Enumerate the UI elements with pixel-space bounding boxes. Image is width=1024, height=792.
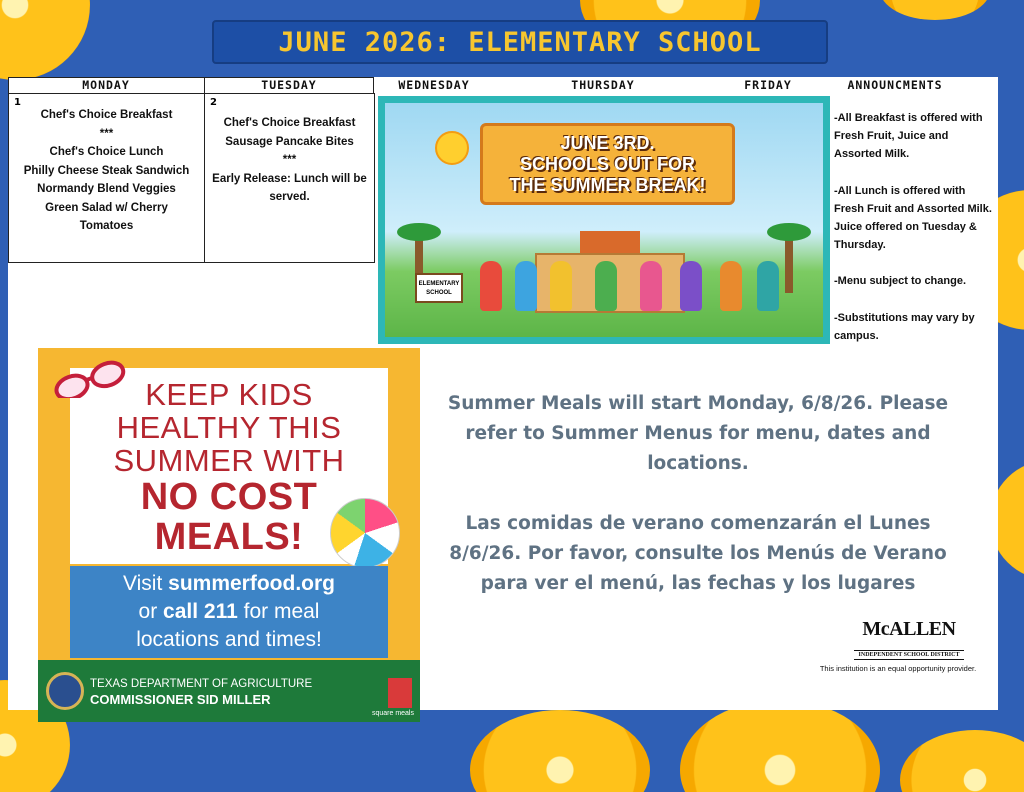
tda-seal-icon [46, 672, 84, 710]
announcement-item: -All Lunch is offered with Fresh Fruit and Assorted Milk. Juice offered on Tuesday & Thursday. [834, 184, 992, 252]
poster-line: SUMMER WITH [113, 443, 345, 478]
poster-line: HEALTHY THIS [116, 410, 342, 445]
poster-call-to-action [70, 566, 388, 658]
square-meals-label: square meals [371, 710, 414, 717]
summer-notice-english: Summer Meals will start Monday, 6/8/26. Please refer to Summer Menus for menu, dates and locations. [447, 393, 949, 474]
poster-emphasis: MEALS! [154, 516, 304, 558]
orange-slice-decoration [470, 710, 650, 792]
menu-line: Green Salad w/ Cherry [45, 201, 168, 214]
call-211-text: call 211 [163, 600, 238, 623]
kid-figure [595, 261, 617, 311]
equal-opportunity-statement: This institution is an equal opportunity provider. [819, 664, 977, 673]
announcement-item: -All Breakfast is offered with Fresh Fruit, Juice and Assorted Milk. [834, 112, 983, 161]
menu-sheet [8, 77, 998, 717]
announcements-panel [834, 109, 994, 363]
header-announcements: ANNOUNCMENTS [847, 78, 943, 92]
menu-line: *** [99, 127, 114, 140]
poster-emphasis: NO COST [140, 476, 318, 518]
day-number: 1 [14, 97, 21, 108]
tuesday-menu [205, 114, 374, 207]
kid-figure [480, 261, 502, 311]
kid-figure [680, 261, 702, 311]
kid-figure [550, 261, 572, 311]
school-roof [580, 231, 640, 255]
kid-figure [640, 261, 662, 311]
menu-line: Tomatoes [79, 220, 134, 232]
menu-line: Chef's Choice Breakfast [40, 109, 173, 121]
announcement-item: -Menu subject to change. [834, 275, 967, 288]
summerfood-link[interactable]: summerfood.org [168, 572, 335, 595]
monday-menu [9, 106, 204, 236]
district-logo: McALLEN [862, 618, 956, 640]
header-wednesday: WEDNESDAY [398, 78, 470, 92]
header-friday: FRIDAY [744, 78, 792, 92]
palm-tree-icon [785, 233, 793, 293]
orange-slice-decoration [880, 0, 990, 20]
orange-slice-decoration [680, 700, 880, 792]
page-title: JUNE 2026: ELEMENTARY SCHOOL [278, 26, 762, 58]
page-title-banner [212, 20, 828, 64]
menu-line: Early Release: Lunch will be [212, 172, 367, 185]
kid-figure [720, 261, 742, 311]
cta-text: or [138, 600, 164, 623]
header-divider [8, 77, 374, 93]
summer-notice-spanish: Las comidas de verano comenzarán el Lunes 8/6/26. Por favor, consulte los Menús de Verano para ver el menú, las fechas y los lugares [449, 513, 947, 594]
summer-break-banner [480, 123, 735, 205]
announcement-item: -Substitutions may vary by campus. [834, 311, 975, 342]
menu-line: Chef's Choice Lunch [49, 146, 164, 158]
header-monday: MONDAY [82, 78, 130, 92]
banner-line: JUNE 3RD. [560, 132, 655, 153]
kid-figure [757, 261, 779, 311]
header-tuesday: TUESDAY [261, 78, 317, 92]
day-cell-monday [8, 93, 205, 263]
day-cell-tuesday [204, 93, 375, 263]
agency-credit [90, 676, 312, 709]
sun-icon [435, 131, 469, 165]
orange-slice-decoration [0, 0, 90, 80]
menu-line: *** [282, 154, 297, 166]
school-sign: ELEMENTARY SCHOOL [415, 273, 463, 303]
kid-figure [515, 261, 537, 311]
summer-break-illustration [378, 96, 830, 344]
beach-ball-icon [330, 498, 400, 568]
menu-line: Normandy Blend Veggies [37, 183, 176, 195]
day-number: 2 [210, 97, 217, 108]
district-logo-subtitle: INDEPENDENT SCHOOL DISTRICT [854, 650, 964, 660]
header-divider [204, 77, 205, 93]
agency-name: TEXAS DEPARTMENT OF AGRICULTURE [90, 678, 313, 690]
menu-line: Philly Cheese Steak Sandwich [23, 164, 190, 177]
cta-text: locations and times! [136, 628, 322, 651]
menu-line: Chef's Choice Breakfast [223, 117, 356, 129]
header-thursday: THURSDAY [571, 78, 635, 92]
summer-meals-notice [428, 389, 968, 629]
orange-slice-decoration [900, 730, 1024, 792]
commissioner-name: COMMISSIONER SID MILLER [90, 692, 271, 707]
cta-text: for meal [237, 600, 320, 623]
square-meals-logo-icon [388, 678, 412, 708]
menu-line: served. [269, 191, 310, 203]
summer-meals-poster [38, 348, 420, 722]
poster-line: KEEP KIDS [145, 377, 313, 412]
menu-line: Sausage Pancake Bites [225, 135, 354, 148]
cta-text: Visit [123, 572, 169, 595]
banner-line: THE SUMMER BREAK! [509, 174, 706, 195]
poster-footer [38, 660, 420, 722]
banner-line: SCHOOLS OUT FOR [520, 153, 695, 174]
